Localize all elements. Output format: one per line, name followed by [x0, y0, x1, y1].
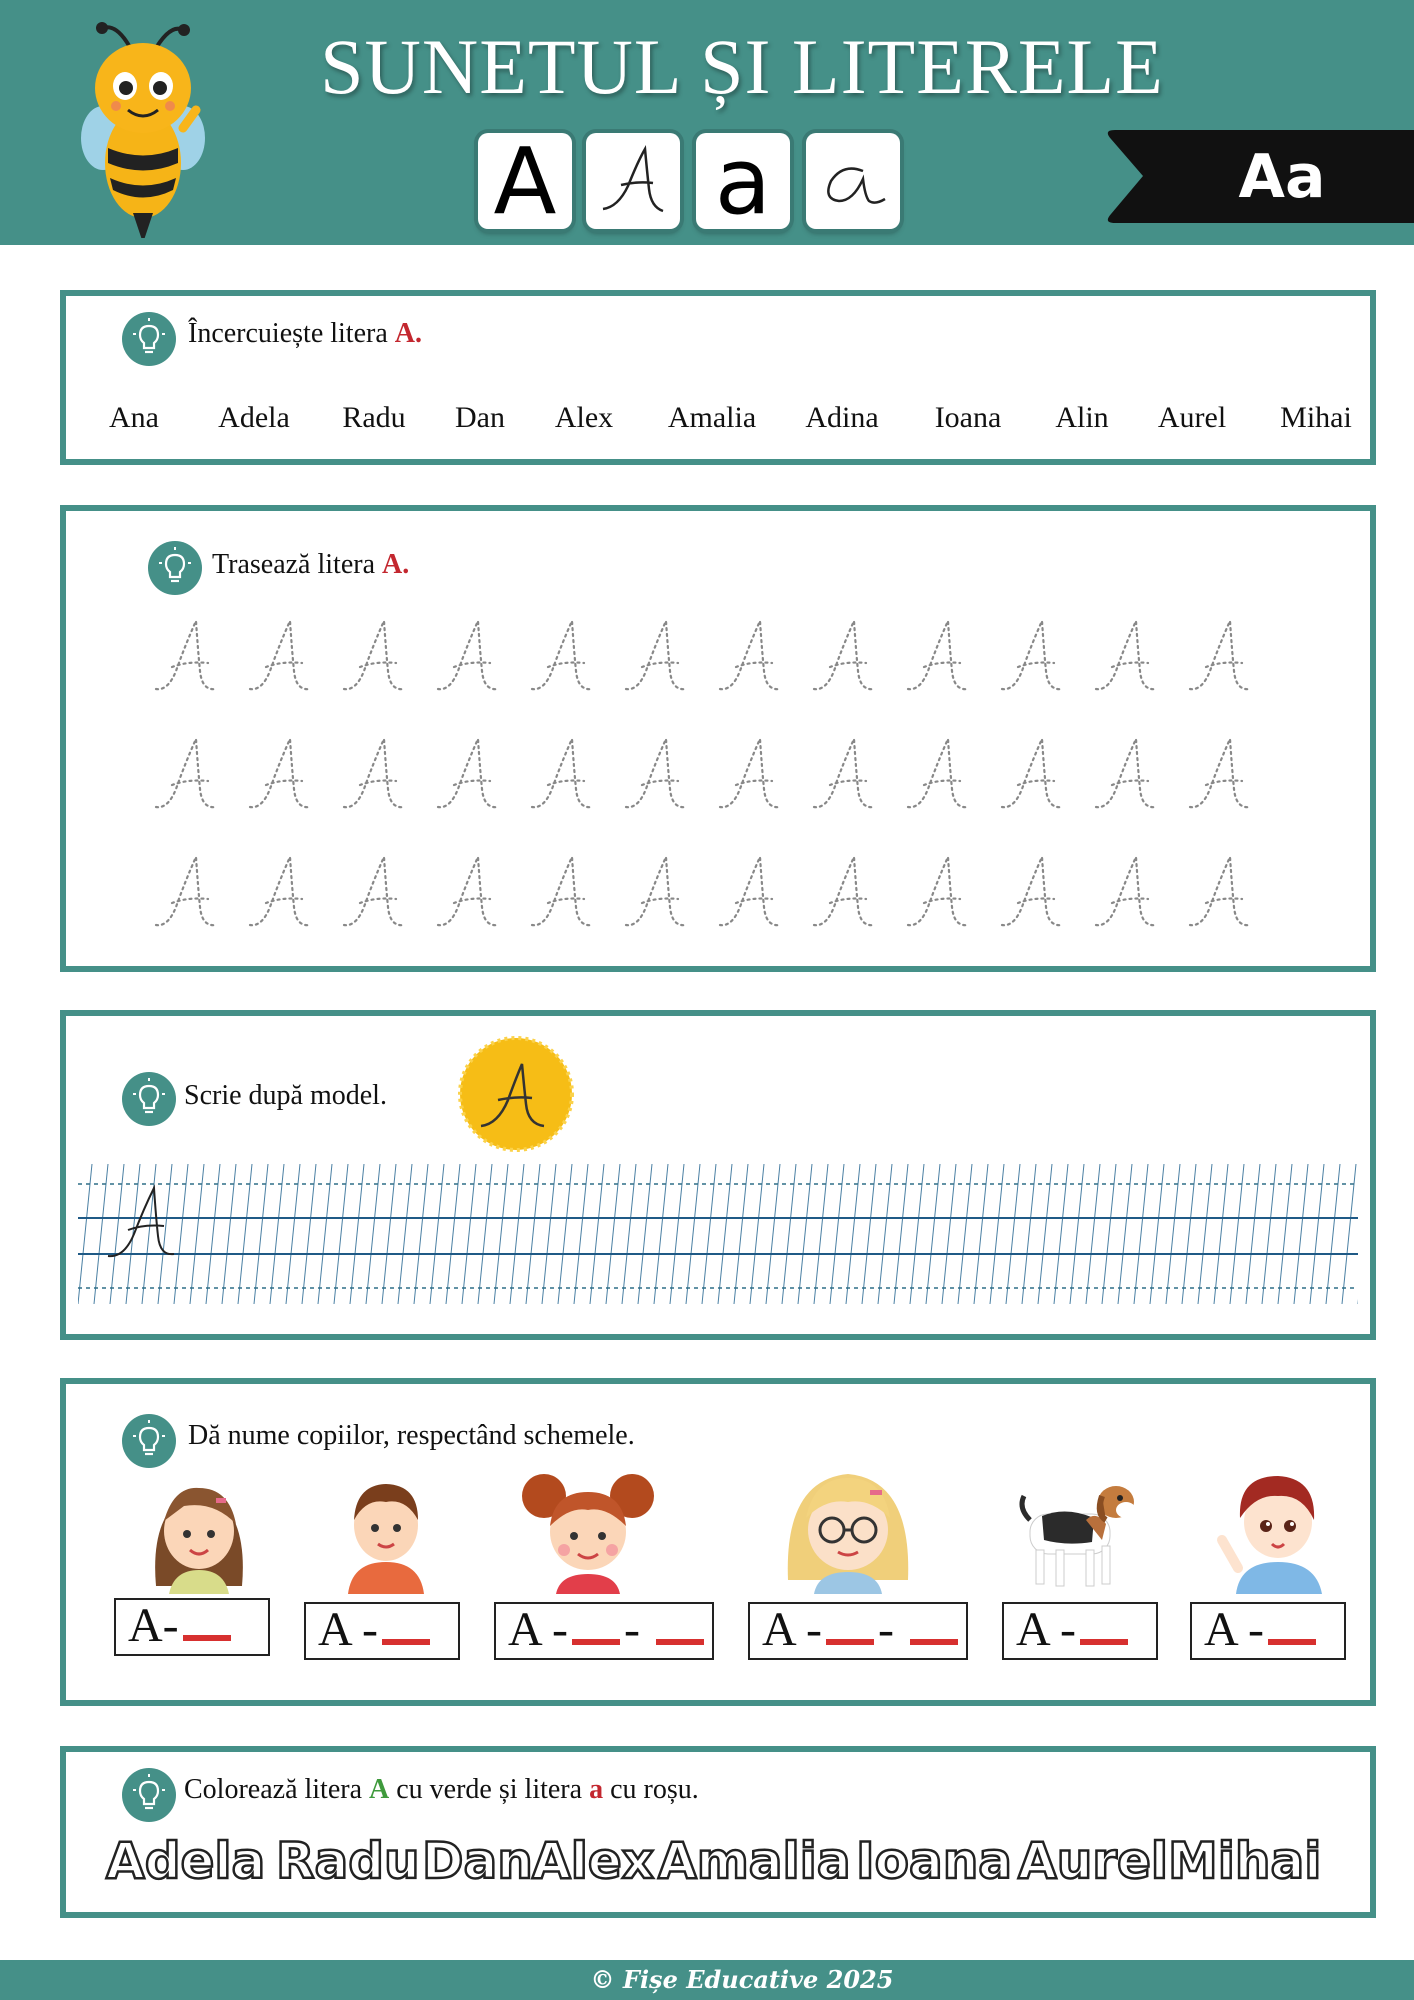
instruction-circle	[188, 318, 422, 350]
scheme-box[interactable]	[1190, 1602, 1346, 1660]
instruction-text: Încercuiește litera	[188, 318, 395, 349]
model-letter-sun-icon	[456, 1034, 576, 1154]
instruction-write: Scrie după model.	[184, 1080, 387, 1111]
slant-guide-line	[574, 1164, 588, 1304]
slant-guide-line	[494, 1164, 508, 1304]
dotted-cursive-a[interactable]	[438, 857, 498, 925]
slant-guide-line	[606, 1164, 620, 1304]
outline-names-row	[66, 1832, 1370, 1902]
dotted-cursive-a[interactable]	[1002, 857, 1062, 925]
slant-guide-line	[814, 1164, 828, 1304]
scheme-box[interactable]	[304, 1602, 460, 1660]
slant-guide-line	[270, 1164, 284, 1304]
tile-cursive-uppercase	[586, 133, 680, 229]
slant-guide-line	[462, 1164, 476, 1304]
lightbulb-icon	[122, 1768, 176, 1822]
dotted-cursive-a[interactable]	[250, 857, 310, 925]
scheme-text: A - -	[750, 1604, 966, 1658]
name-item[interactable]: Alin	[1055, 401, 1109, 434]
name-item[interactable]: Mihai	[1280, 401, 1352, 434]
boy-orange-shirt-icon	[336, 1470, 436, 1594]
scheme-blank[interactable]	[826, 1615, 874, 1645]
slant-guide-line	[286, 1164, 300, 1304]
slant-guide-line	[366, 1164, 380, 1304]
slant-guide-line	[750, 1164, 764, 1304]
slant-guide-line	[1294, 1164, 1308, 1304]
slant-guide-line	[254, 1164, 268, 1304]
slant-guide-line	[670, 1164, 684, 1304]
lightbulb-icon	[122, 1072, 176, 1126]
dotted-cursive-a[interactable]	[720, 621, 780, 689]
dotted-cursive-a[interactable]	[1096, 739, 1156, 807]
slant-guide-line	[702, 1164, 716, 1304]
dotted-cursive-a[interactable]	[1190, 621, 1250, 689]
scheme-box[interactable]	[748, 1602, 968, 1660]
slant-guide-line	[1102, 1164, 1116, 1304]
dotted-cursive-a[interactable]	[344, 621, 404, 689]
slant-guide-line	[1022, 1164, 1036, 1304]
dotted-cursive-a[interactable]	[720, 739, 780, 807]
name-item[interactable]: Ioana	[934, 401, 1002, 434]
tile-print-uppercase: A	[478, 133, 572, 229]
beagle-dog-icon	[1016, 1480, 1142, 1590]
slant-guide-line	[942, 1164, 956, 1304]
slant-guide-line	[478, 1164, 492, 1304]
instruction-text: Trasează litera	[212, 549, 382, 580]
scheme-letter: A	[128, 1599, 163, 1652]
outline-name[interactable]: Amalia	[658, 1832, 851, 1890]
cursive-lowercase-a-icon	[813, 141, 893, 221]
names-row	[66, 401, 1370, 441]
dotted-cursive-a[interactable]	[814, 739, 874, 807]
scheme-letter: A	[762, 1603, 795, 1656]
name-item[interactable]: Dan	[455, 401, 505, 434]
scheme-text: A-	[116, 1600, 268, 1654]
slant-guide-line	[446, 1164, 460, 1304]
instruction-letter: A.	[382, 549, 410, 580]
slant-guide-line	[1262, 1164, 1276, 1304]
slant-guide-line	[1054, 1164, 1068, 1304]
lightbulb-icon	[122, 312, 176, 366]
slant-guide-line	[958, 1164, 972, 1304]
header	[0, 0, 1414, 245]
slant-guide-line	[990, 1164, 1004, 1304]
name-item[interactable]: Amalia	[667, 401, 757, 434]
instruction-letter-green: A	[369, 1774, 390, 1805]
slant-guide-line	[542, 1164, 556, 1304]
instruction-letter: A.	[394, 318, 422, 349]
scheme-box[interactable]	[114, 1598, 270, 1656]
scheme-blank[interactable]	[183, 1611, 231, 1641]
scheme-text: A -	[306, 1604, 458, 1658]
tile-print-lowercase: a	[696, 133, 790, 229]
slant-guide-line	[1118, 1164, 1132, 1304]
slant-guide-line	[1038, 1164, 1052, 1304]
name-item[interactable]: Ana	[109, 401, 159, 434]
slant-guide-line	[318, 1164, 332, 1304]
slant-guide-line	[1278, 1164, 1292, 1304]
section-name-children	[60, 1378, 1376, 1706]
slant-guide-line	[1310, 1164, 1324, 1304]
slant-guide-line	[766, 1164, 780, 1304]
outline-name[interactable]: Aurel	[1018, 1832, 1168, 1890]
cursive-uppercase-a-icon	[593, 141, 673, 221]
tile-cursive-lowercase	[806, 133, 900, 229]
instruction-trace	[212, 549, 409, 581]
slant-guide-line	[1246, 1164, 1260, 1304]
section-trace-letter	[60, 505, 1376, 972]
dotted-cursive-a[interactable]	[250, 621, 310, 689]
slant-guide-line	[350, 1164, 364, 1304]
slant-guide-line	[1230, 1164, 1244, 1304]
slant-guide-line	[1150, 1164, 1164, 1304]
slant-guide-line	[1182, 1164, 1196, 1304]
slant-guide-line	[142, 1164, 156, 1304]
outline-name[interactable]: Ioana	[856, 1832, 1013, 1890]
dotted-cursive-a[interactable]	[626, 621, 686, 689]
slant-guide-line	[174, 1164, 188, 1304]
scheme-text: A -	[1192, 1604, 1344, 1658]
slant-guide-line	[590, 1164, 604, 1304]
name-item[interactable]: Radu	[342, 401, 406, 434]
scheme-box[interactable]	[494, 1602, 714, 1660]
dotted-cursive-a[interactable]	[1002, 739, 1062, 807]
slant-guide-line	[334, 1164, 348, 1304]
scheme-letter: A	[1204, 1603, 1237, 1656]
slant-guide-line	[78, 1164, 92, 1304]
outline-name[interactable]: Dan	[422, 1832, 533, 1890]
slant-guide-line	[558, 1164, 572, 1304]
footer	[0, 1960, 1414, 2000]
slant-guide-line	[1086, 1164, 1100, 1304]
slant-guide-line	[222, 1164, 236, 1304]
slant-guide-line	[926, 1164, 940, 1304]
scheme-text: A - -	[496, 1604, 712, 1658]
dotted-cursive-a[interactable]	[532, 739, 592, 807]
section-circle-letter	[60, 290, 1376, 465]
dotted-cursive-a[interactable]	[1096, 621, 1156, 689]
dotted-cursive-a[interactable]	[344, 857, 404, 925]
slant-guide-line	[1214, 1164, 1228, 1304]
slant-guide-line	[382, 1164, 396, 1304]
name-item[interactable]: Adina	[805, 401, 879, 434]
scheme-letter: A	[508, 1603, 541, 1656]
slant-guide-line	[734, 1164, 748, 1304]
slant-guide-line	[846, 1164, 860, 1304]
scheme-blank[interactable]	[1080, 1615, 1128, 1645]
dotted-cursive-a[interactable]	[1096, 857, 1156, 925]
slant-guide-line	[526, 1164, 540, 1304]
dotted-cursive-a[interactable]	[532, 857, 592, 925]
instruction-color	[184, 1774, 699, 1806]
boy-red-hair-icon	[1212, 1464, 1332, 1594]
slant-guide-line	[910, 1164, 924, 1304]
banner-label: Aa	[1238, 142, 1326, 212]
instruction-text: cu roșu.	[603, 1774, 699, 1805]
slant-guide-line	[158, 1164, 172, 1304]
outline-name[interactable]: Adela	[106, 1832, 266, 1890]
slant-guide-line	[1342, 1164, 1356, 1304]
scheme-box[interactable]	[1002, 1602, 1158, 1660]
scheme-blank[interactable]	[910, 1615, 958, 1645]
slant-guide-line	[686, 1164, 700, 1304]
slant-guide-line	[894, 1164, 908, 1304]
slant-guide-line	[782, 1164, 796, 1304]
instruction-text: cu verde și litera	[389, 1774, 590, 1805]
slant-guide-line	[510, 1164, 524, 1304]
slant-guide-line	[798, 1164, 812, 1304]
dotted-cursive-a[interactable]	[626, 739, 686, 807]
slant-guide-line	[622, 1164, 636, 1304]
dotted-cursive-a[interactable]	[720, 857, 780, 925]
slant-guide-line	[302, 1164, 316, 1304]
scheme-blank[interactable]	[1268, 1615, 1316, 1645]
girl-pigtails-icon	[516, 1466, 660, 1594]
dotted-cursive-a[interactable]	[1190, 739, 1250, 807]
outline-name[interactable]: Radu	[276, 1832, 420, 1890]
name-item[interactable]: Alex	[554, 401, 614, 434]
scheme-letter: A	[318, 1603, 351, 1656]
slant-guide-line	[974, 1164, 988, 1304]
slant-guide-line	[110, 1164, 124, 1304]
dotted-cursive-a[interactable]	[908, 621, 968, 689]
slant-guide-line	[206, 1164, 220, 1304]
slant-guide-line	[414, 1164, 428, 1304]
dotted-cursive-a[interactable]	[156, 857, 216, 925]
dotted-letter-grid[interactable]	[154, 611, 1264, 961]
girl-blonde-glasses-icon	[780, 1460, 916, 1594]
girl-brown-hair-icon	[144, 1466, 254, 1594]
scheme-text: A -	[1004, 1604, 1156, 1658]
scheme-blank[interactable]	[382, 1615, 430, 1645]
slant-guide-line	[1326, 1164, 1340, 1304]
outline-name[interactable]: Alex	[532, 1832, 654, 1890]
slant-guide-line	[1166, 1164, 1180, 1304]
slant-guide-line	[878, 1164, 892, 1304]
instruction-letter-red: a	[589, 1774, 604, 1805]
dotted-cursive-a[interactable]	[156, 621, 216, 689]
slant-guide-line	[654, 1164, 668, 1304]
section-write-model	[60, 1010, 1376, 1340]
slant-guide-line	[862, 1164, 876, 1304]
slant-guide-line	[430, 1164, 444, 1304]
lightbulb-icon	[148, 541, 202, 595]
footer-copyright: © Fișe Educative 2025	[590, 1965, 894, 1994]
scheme-blank[interactable]	[572, 1615, 620, 1645]
slant-guide-line	[94, 1164, 108, 1304]
dotted-cursive-a[interactable]	[1190, 857, 1250, 925]
slant-guide-line	[238, 1164, 252, 1304]
slant-guide-line	[1198, 1164, 1212, 1304]
dotted-cursive-a[interactable]	[156, 739, 216, 807]
dotted-cursive-a[interactable]	[250, 739, 310, 807]
dotted-cursive-a[interactable]	[344, 739, 404, 807]
scheme-blank[interactable]	[656, 1615, 704, 1645]
instruction-name: Dă nume copiilor, respectând schemele.	[188, 1420, 635, 1451]
dotted-cursive-a[interactable]	[814, 857, 874, 925]
instruction-text: Colorează litera	[184, 1774, 370, 1805]
outline-name[interactable]: Mihai	[1168, 1832, 1322, 1890]
lightbulb-icon	[122, 1414, 176, 1468]
dotted-cursive-a[interactable]	[438, 739, 498, 807]
dotted-cursive-a[interactable]	[626, 857, 686, 925]
scheme-letter: A	[1016, 1603, 1049, 1656]
slant-guide-line	[1006, 1164, 1020, 1304]
page-title: SUNETUL ȘI LITERELE	[320, 23, 1164, 110]
slant-guide-line	[1070, 1164, 1084, 1304]
dotted-cursive-a[interactable]	[908, 857, 968, 925]
name-item[interactable]: Adela	[218, 401, 290, 434]
slant-guide-line	[190, 1164, 204, 1304]
handwriting-lines[interactable]	[78, 1164, 1358, 1309]
dotted-cursive-a[interactable]	[438, 621, 498, 689]
slant-guide-line	[1134, 1164, 1148, 1304]
slant-guide-line	[830, 1164, 844, 1304]
name-item[interactable]: Aurel	[1157, 401, 1227, 434]
dotted-cursive-a[interactable]	[1002, 621, 1062, 689]
slant-guide-line	[638, 1164, 652, 1304]
slant-guide-line	[398, 1164, 412, 1304]
section-color-letters	[60, 1746, 1376, 1918]
dotted-cursive-a[interactable]	[814, 621, 874, 689]
dotted-cursive-a[interactable]	[532, 621, 592, 689]
slant-guide-line	[718, 1164, 732, 1304]
dotted-cursive-a[interactable]	[908, 739, 968, 807]
